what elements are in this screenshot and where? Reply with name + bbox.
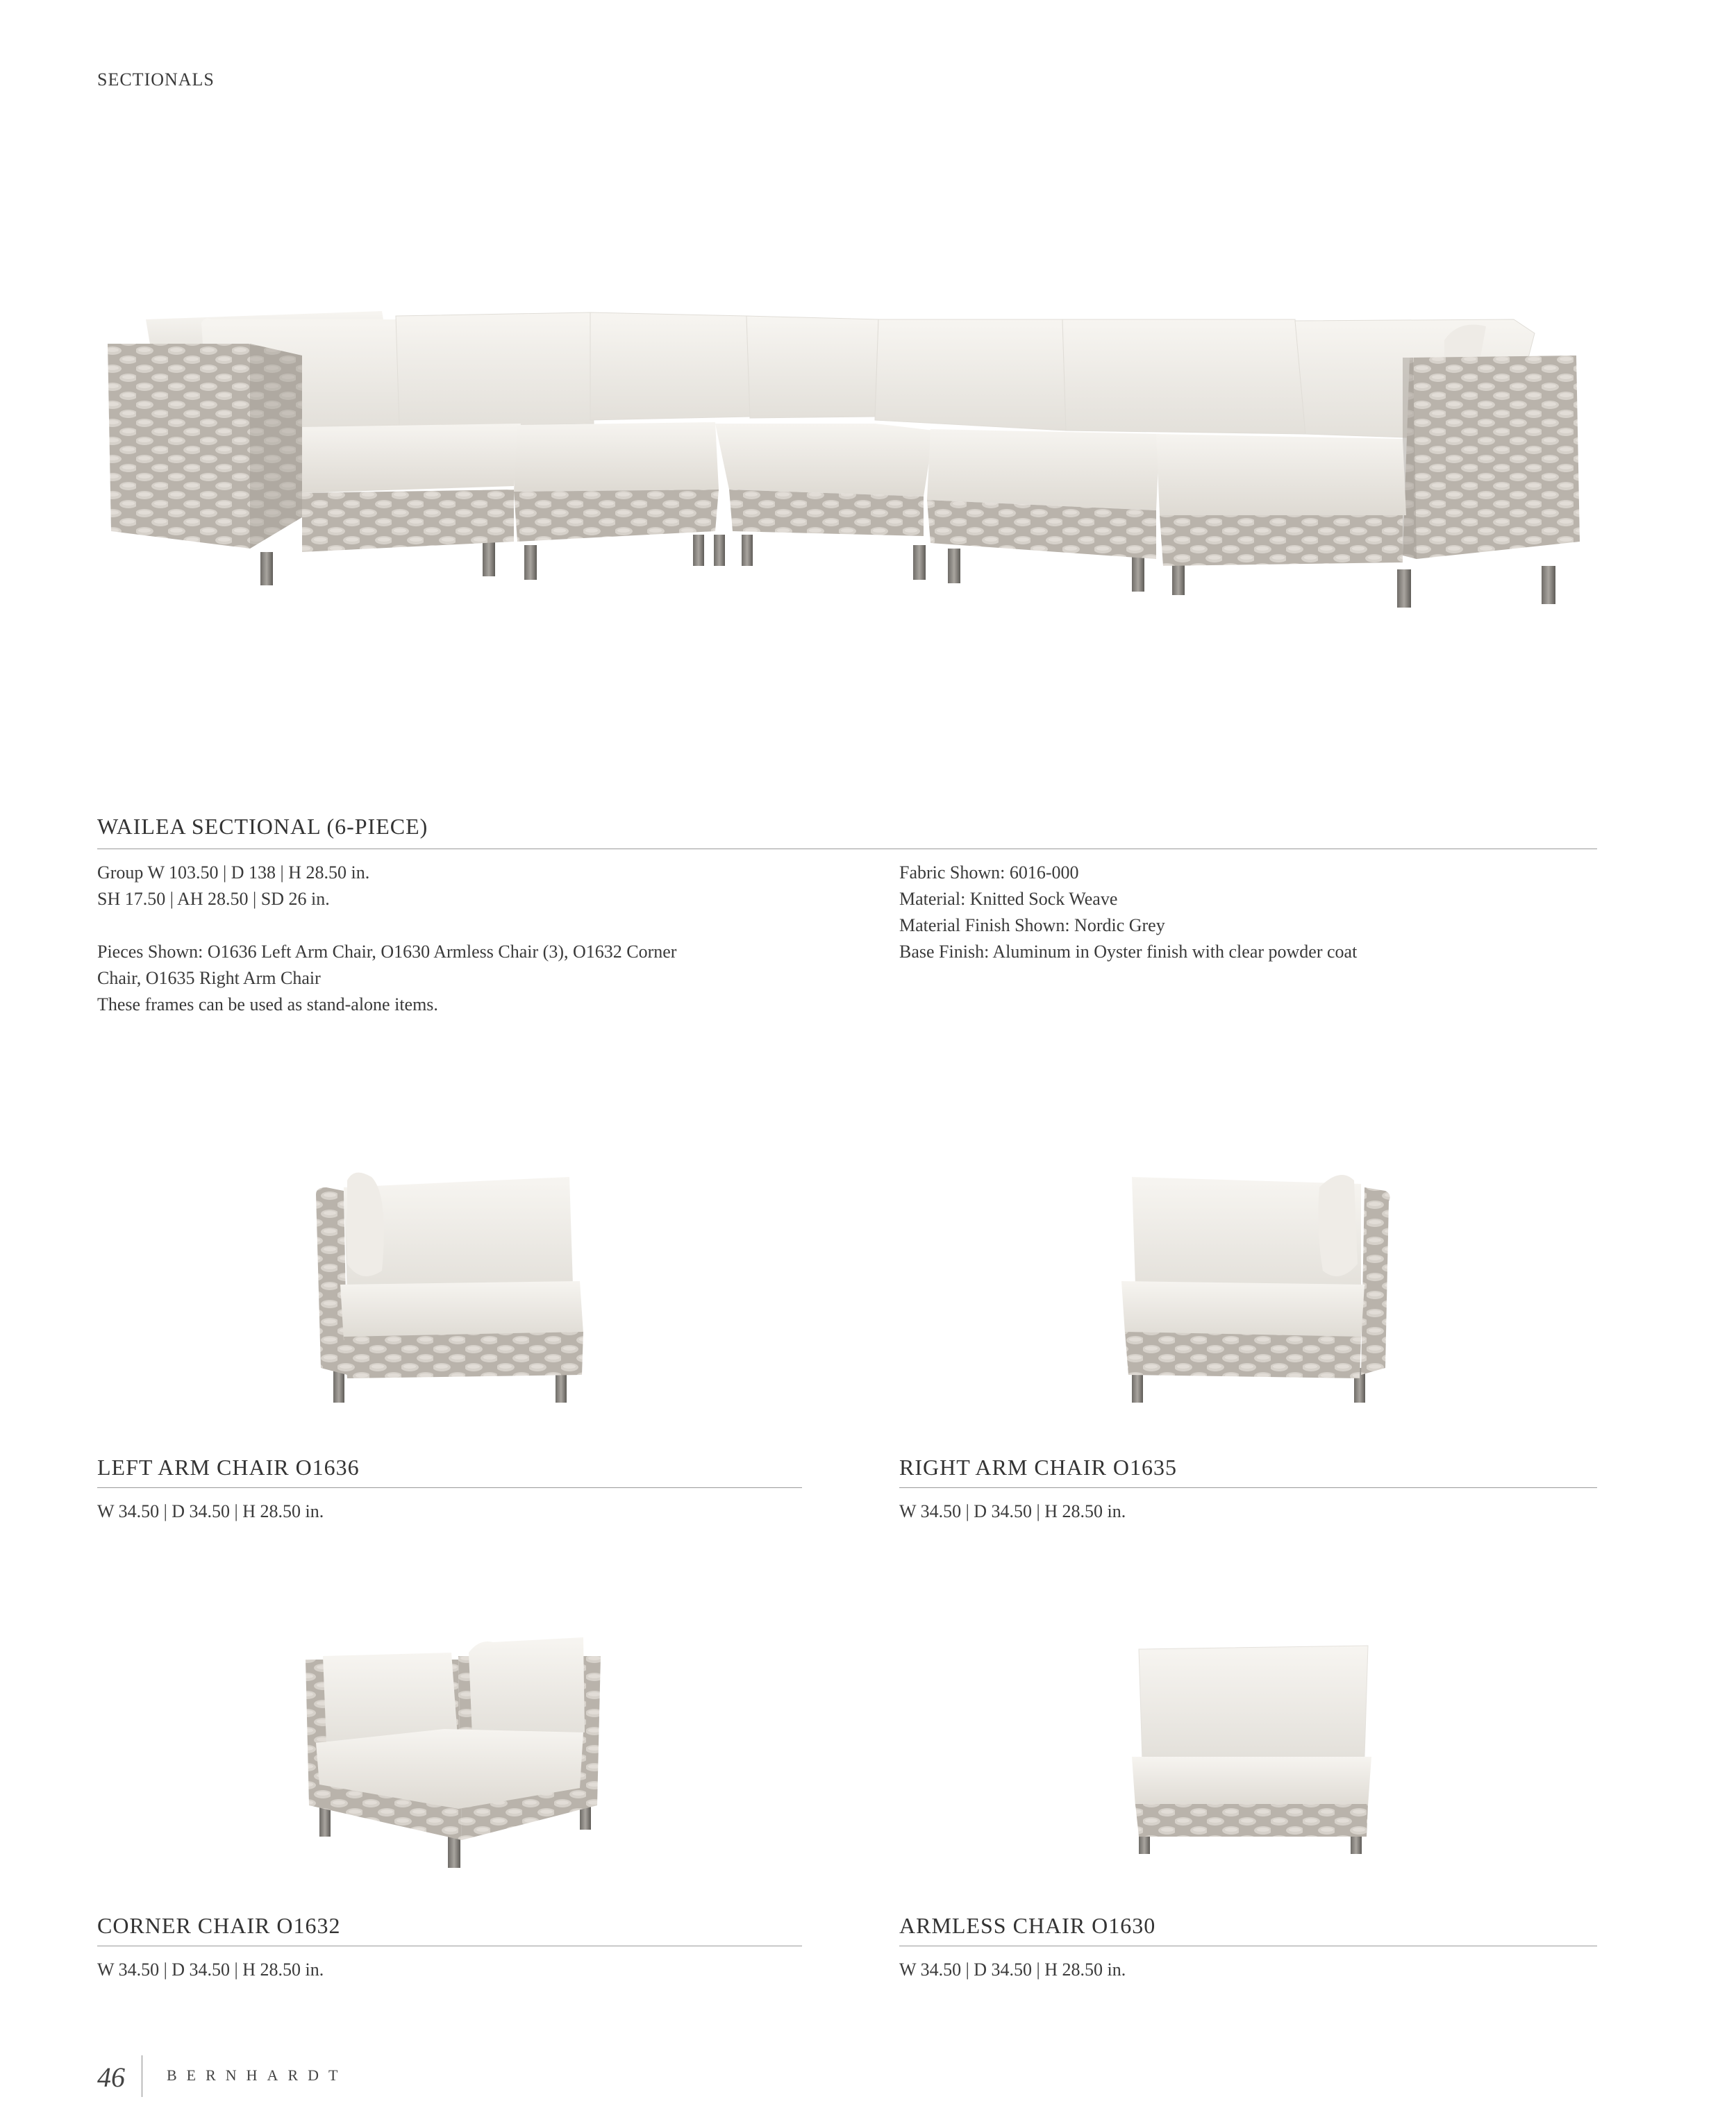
product-dims-left-arm-chair: W 34.50 | D 34.50 | H 28.50 in. [97,1501,324,1521]
sectional-specs-left [97,860,861,1018]
section-label: SECTIONALS [97,69,215,90]
sectional-back-cushions [146,311,1535,441]
sectional-dims-2: SH 17.50 | AH 28.50 | SD 26 in. [97,889,330,909]
sectional-title: WAILEA SECTIONAL (6-PIECE) [97,814,428,839]
base-finish: Base Finish: Aluminum in Oyster finish with clear powder coat [899,942,1358,962]
product-dims-corner-chair: W 34.50 | D 34.50 | H 28.50 in. [97,1960,324,1980]
material-finish: Material Finish Shown: Nordic Grey [899,915,1165,935]
product-dims-right-arm-chair: W 34.50 | D 34.50 | H 28.50 in. [899,1501,1126,1521]
armless-chair-photo [1111,1618,1403,1882]
product-title-corner-chair: CORNER CHAIR O1632 [97,1913,341,1938]
product-title-right-arm-chair: RIGHT ARM CHAIR O1635 [899,1455,1177,1480]
corner-chair-photo [299,1618,611,1882]
product-dims-armless-chair: W 34.50 | D 34.50 | H 28.50 in. [899,1960,1126,1980]
sectional-right-arm [1403,356,1580,559]
sectional-dims-1: Group W 103.50 | D 138 | H 28.50 in. [97,862,370,883]
right-arm-chair-photo [1111,1146,1403,1417]
product-title-left-arm-chair: LEFT ARM CHAIR O1636 [97,1455,360,1480]
fabric-shown: Fabric Shown: 6016-000 [899,862,1079,883]
product-divider [97,1487,802,1488]
product-divider [899,1487,1597,1488]
sectional-pieces-1: Pieces Shown: O1636 Left Arm Chair, O1630 Armless Chair (3), O1632 Corner [97,942,677,962]
sectional-specs-right [899,860,1594,965]
sectional-photo [104,292,1604,632]
material: Material: Knitted Sock Weave [899,889,1118,909]
page-number: 46 [97,2062,125,2093]
product-title-armless-chair: ARMLESS CHAIR O1630 [899,1913,1156,1938]
sectional-standalone-note: These frames can be used as stand-alone items. [97,994,438,1014]
sectional-pieces-2: Chair, O1635 Right Arm Chair [97,968,321,988]
left-arm-chair-photo [306,1146,597,1417]
brand-name: BERNHARDT [167,2066,348,2084]
